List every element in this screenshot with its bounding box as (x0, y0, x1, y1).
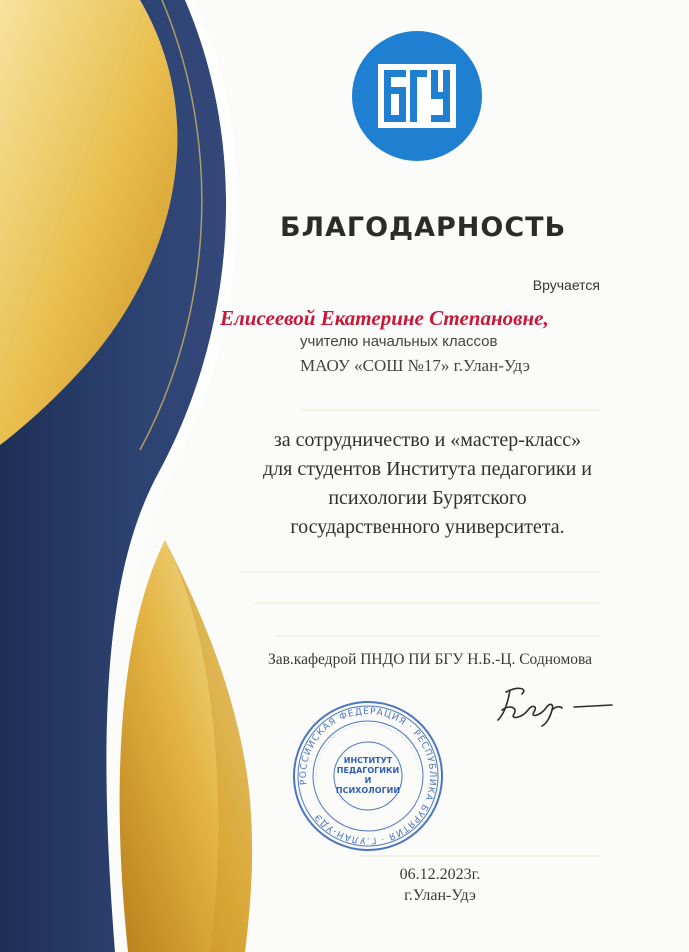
bgu-logo-icon (351, 30, 483, 162)
svg-text:· · · · · · · · · · · · · · ·: · · · · · · · · · · · · · · · · · · · · · · · · · · · · · · · · · · · · · · · · · · · · · · · · · · (313, 721, 422, 784)
reason-line: за сотрудничество и «мастер-класс» (273, 429, 582, 451)
reason-line: государственного университета. (290, 516, 565, 538)
reason-line: психологии Бурятского (328, 487, 527, 509)
document-date: 06.12.2023г. (399, 866, 481, 883)
head-signature-line: Зав.кафедрой ПНДО ПИ БГУ Н.Б.-Ц. Содномова (267, 651, 593, 668)
handwritten-signature (488, 680, 618, 730)
stamp-center-text: ИНСТИТУТ ПЕДАГОГИКИ И ПСИХОЛОГИИ (335, 756, 401, 795)
recipient-name: Елисеевой Екатерине Степановне, (220, 306, 549, 330)
recipient-school: МАОУ «СОШ №17» г.Улан-Удэ (300, 356, 530, 375)
document-city: г.Улан-Удэ (404, 887, 476, 904)
recipient-position: учителю начальных классов (300, 333, 498, 350)
document-title: БЛАГОДАРНОСТЬ (280, 212, 567, 243)
awarded-label: Вручается (532, 277, 600, 293)
stamp-outer-text: РОССИЙСКАЯ ФЕДЕРАЦИЯ · РЕСПУБЛИКА БУРЯТИЯ · Г.УЛАН-УДЭ (298, 706, 438, 846)
reason-line: для студентов Института педагогики и (262, 458, 593, 480)
official-stamp (288, 696, 448, 856)
reason-text (200, 426, 655, 542)
